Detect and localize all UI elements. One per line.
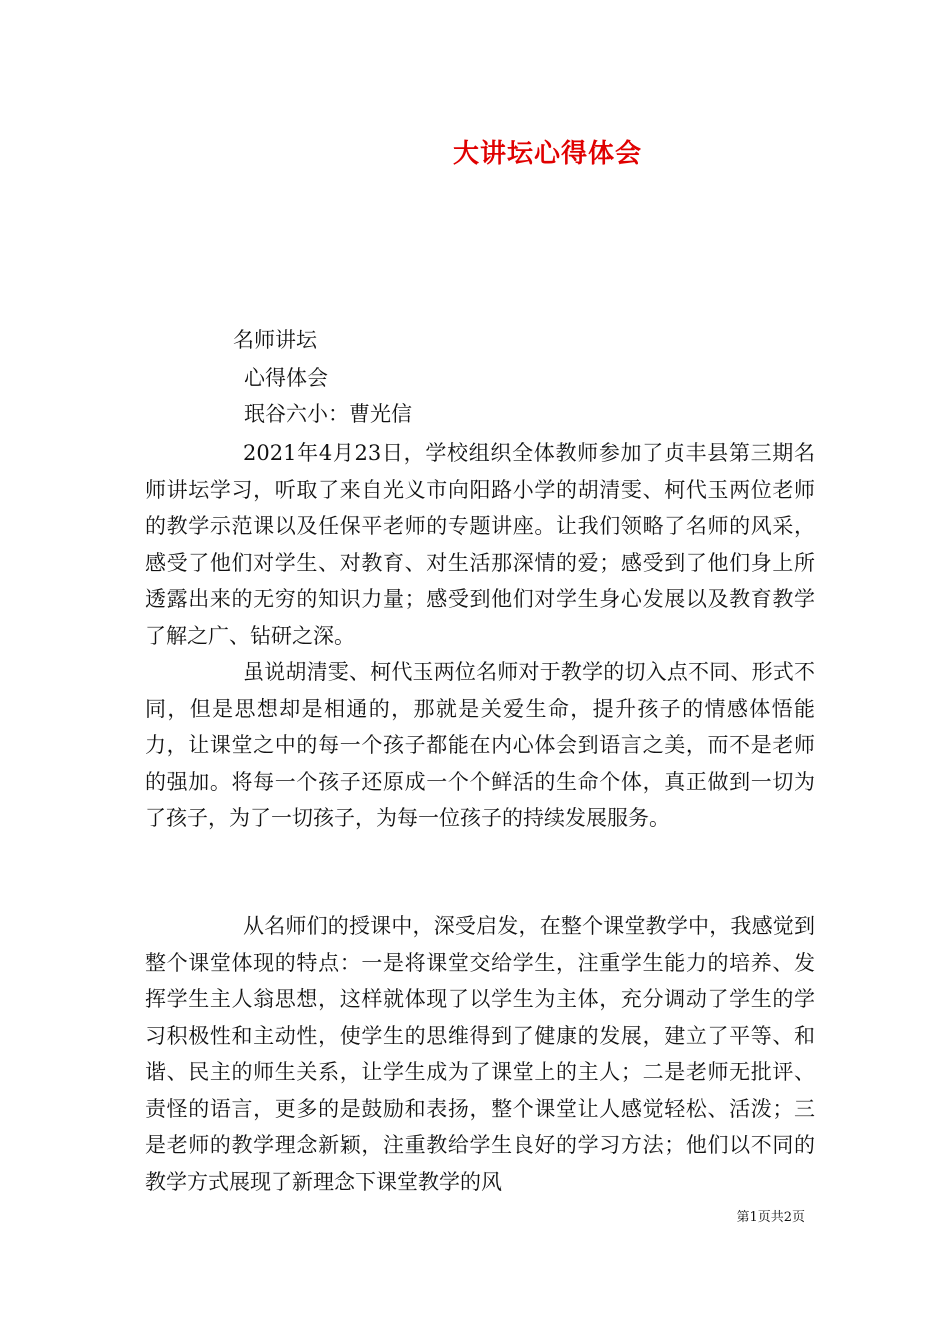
paragraph-1: 2021年4月23日，学校组织全体教师参加了贞丰县第三期名师讲坛学习，听取了来自光义市向阳路小学的胡清雯、柯代玉两位老师的教学示范课以及任保平老师的专题讲座。让我们领略了名师的风采，感受了他们对学生、对教育、对生活那深情的爱；感受到了他们身上所透露出来的无穷的知识力量；感受到他们对学生身心发展以及教育教学了解之广、钻研之深。 — [145, 441, 815, 648]
paragraph-2: 虽说胡清雯、柯代玉两位名师对于教学的切入点不同、形式不同，但是思想却是相通的，那就是关爱生命，提升孩子的情感体悟能力，让课堂之中的每一个孩子都能在内心体会到语言之美，而不是老师的强加。将每一个孩子还原成一个个鲜活的生命个体，真正做到一切为了孩子，为了一切孩子，为每一位孩子的持续发展服务。 — [145, 660, 815, 830]
heading-line-2: 心得体会 — [244, 366, 328, 390]
heading-line-1: 名师讲坛 — [233, 328, 317, 352]
paragraph-3: 从名师们的授课中，深受启发，在整个课堂教学中，我感觉到整个课堂体现的特点：一是将课堂交给学生，注重学生能力的培养、发挥学生主人翁思想，这样就体现了以学生为主体，充分调动了学生的学习积极性和主动性，使学生的思维得到了健康的发展，建立了平等、和谐、民主的师生关系，让学生成为了课堂上的主人；二是老师无批评、责怪的语言，更多的是鼓励和表扬，整个课堂让人感觉轻松、活泼；三是老师的教学理念新颖，注重教给学生良好的学习方法；他们以不同的教学方式展现了新理念下课堂教学的风 — [145, 914, 815, 1194]
author-line: 珉谷六小：曹光信 — [244, 402, 412, 426]
page-footer: 第1页共2页 — [736, 1210, 805, 1225]
document-title: 大讲坛心得体会 — [452, 139, 642, 169]
